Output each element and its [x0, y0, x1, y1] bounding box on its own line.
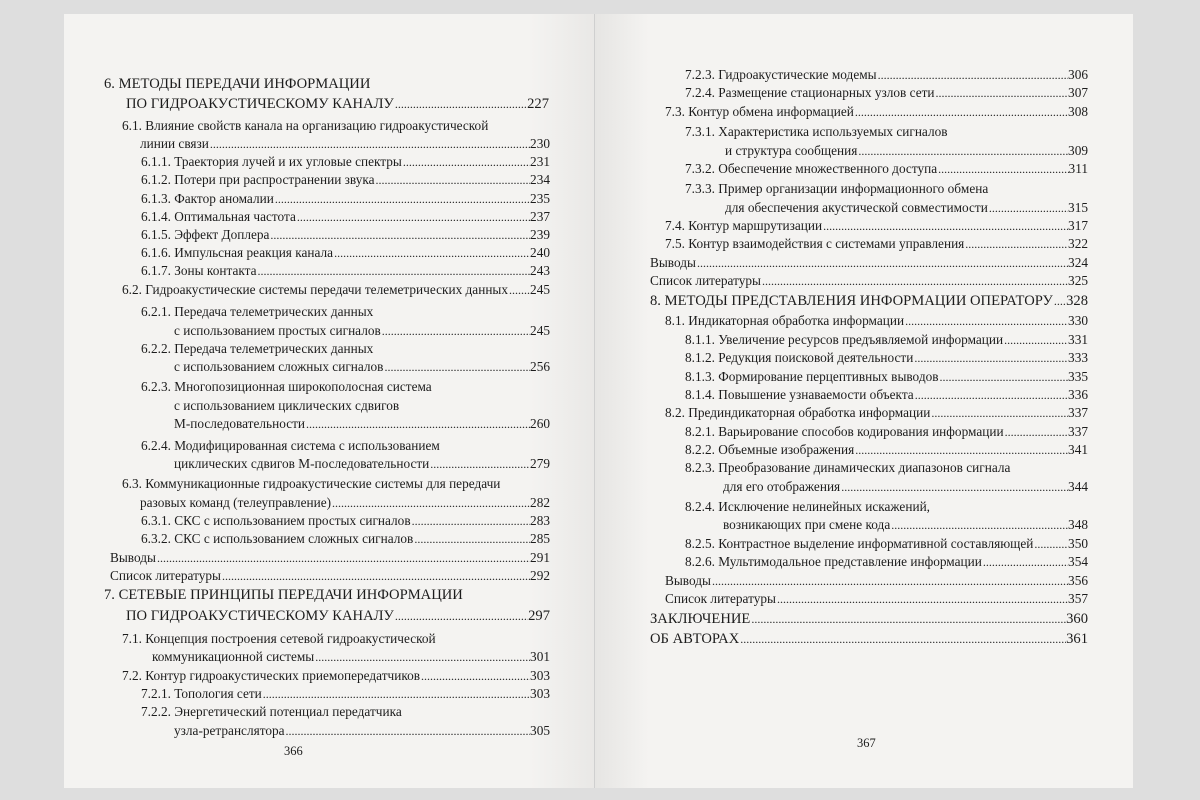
toc-entry: 7.2. Контур гидроакустических приемопередатчиков ..... 303: [122, 668, 550, 684]
toc-entry: 6.1.2. Потери при распространении звука ..... 234: [141, 172, 550, 188]
toc-entry: 7.3.2. Обеспечение множественного доступа ..... 311: [685, 161, 1088, 177]
toc-entry: линии связи ..... 230: [140, 136, 550, 152]
toc-entry: возникающих при смене кода ..... 348: [723, 517, 1088, 533]
toc-entry: для обеспечения акустической совместимости ..... 315: [725, 200, 1088, 216]
toc-entry: 6.1.1. Траектория лучей и их угловые спектры ..... 231: [141, 154, 550, 170]
toc-entry: Список литературы ..... 292: [110, 568, 550, 584]
toc-entry: 8.2.4. Исключение нелинейных искажений,: [685, 499, 931, 514]
toc-entry: 7.3.3. Пример организации информационного обмена: [685, 181, 989, 196]
toc-right: [595, 14, 1133, 788]
toc-entry: 6.1.6. Импульсная реакция канала ..... 240: [141, 245, 550, 261]
toc-entry: 7.2.3. Гидроакустические модемы ..... 306: [685, 67, 1088, 83]
page-number: 367: [857, 736, 876, 750]
toc-entry: 7.5. Контур взаимодействия с системами управления ..... 322: [665, 236, 1088, 252]
toc-entry: 7.3.1. Характеристика используемых сигналов: [685, 124, 948, 139]
left-page: [64, 14, 595, 788]
toc-entry: коммуникационной системы ..... 301: [152, 649, 550, 665]
toc-entry: 8.2.5. Контрастное выделение информативной составляющей ..... 350: [685, 536, 1088, 552]
toc-entry: 7.2.2. Энергетический потенциал передатчика: [141, 704, 402, 719]
toc-entry: 7.2.1. Топология сети ..... 303: [141, 686, 550, 702]
toc-entry: 8.1.3. Формирование перцептивных выводов ..... 335: [685, 369, 1088, 385]
toc-entry: Выводы ..... 324: [650, 255, 1088, 271]
toc-entry: 8.1.2. Редукция поисковой деятельности ..... 333: [685, 350, 1088, 366]
toc-entry: 7.4. Контур маршрутизации ..... 317: [665, 218, 1088, 234]
toc-entry: с использованием сложных сигналов ..... 256: [174, 359, 550, 375]
toc-entry: Список литературы ..... 325: [650, 273, 1088, 289]
toc-entry: 6.2.2. Передача телеметрических данных: [141, 341, 374, 356]
toc-entry: ЗАКЛЮЧЕНИЕ ..... 360: [650, 611, 1088, 627]
toc-entry: 8. МЕТОДЫ ПРЕДСТАВЛЕНИЯ ИНФОРМАЦИИ ОПЕРАТОРУ ..... 328: [650, 293, 1088, 309]
toc-entry: 6.1. Влияние свойств канала на организацию гидроакустической: [122, 118, 489, 133]
toc-entry: 7. СЕТЕВЫЕ ПРИНЦИПЫ ПЕРЕДАЧИ ИНФОРМАЦИИ: [104, 587, 463, 603]
toc-entry: 6.3.2. СКС с использованием сложных сигналов ..... 285: [141, 531, 550, 547]
toc-entry: 8.1. Индикаторная обработка информации ..... 330: [665, 313, 1088, 329]
toc-entry: 6.2. Гидроакустические системы передачи телеметрических данных ..... 245: [122, 282, 550, 298]
toc-entry: циклических сдвигов М-последовательности ..... 279: [174, 456, 550, 472]
toc-entry: Выводы ..... 291: [110, 550, 550, 566]
toc-entry: разовых команд (телеуправление) ..... 282: [140, 495, 550, 511]
toc-entry: Выводы ..... 356: [665, 573, 1088, 589]
toc-entry: 7.3. Контур обмена информацией ..... 308: [665, 104, 1088, 120]
toc-entry: для его отображения ..... 344: [723, 479, 1088, 495]
toc-entry: узла-ретранслятора ..... 305: [174, 723, 550, 739]
toc-entry: 6.2.4. Модифицированная система с использованием: [141, 438, 440, 453]
toc-entry: с использованием циклических сдвигов: [174, 398, 400, 413]
toc-entry: 8.2.3. Преобразование динамических диапазонов сигнала: [685, 460, 1011, 475]
page-number: 366: [284, 744, 303, 758]
toc-entry: 8.2. Прединдикаторная обработка информации ..... 337: [665, 405, 1088, 421]
right-page: [595, 14, 1133, 788]
toc-entry: 7.1. Концепция построения сетевой гидроакустической: [122, 631, 436, 646]
toc-entry: и структура сообщения ..... 309: [725, 143, 1088, 159]
toc-entry: 8.2.1. Варьирование способов кодирования информации ..... 337: [685, 424, 1088, 440]
toc-entry: М-последовательности ..... 260: [174, 416, 550, 432]
toc-entry: 6.2.1. Передача телеметрических данных: [141, 304, 374, 319]
toc-entry: 6.1.7. Зоны контакта ..... 243: [141, 263, 550, 279]
toc-entry: 6.3. Коммуникационные гидроакустические системы для передачи: [122, 476, 501, 491]
toc-entry: ПО ГИДРОАКУСТИЧЕСКОМУ КАНАЛУ ..... 227: [126, 96, 549, 112]
toc-left: [64, 14, 594, 788]
toc-entry: 8.1.4. Повышение узнаваемости объекта ..... 336: [685, 387, 1088, 403]
toc-entry: 8.2.2. Объемные изображения ..... 341: [685, 442, 1088, 458]
toc-entry: 6.1.3. Фактор аномалии ..... 235: [141, 191, 550, 207]
toc-entry: 7.2.4. Размещение стационарных узлов сети ..... 307: [685, 85, 1088, 101]
toc-entry: 6.1.5. Эффект Доплера ..... 239: [141, 227, 550, 243]
toc-entry: 8.1.1. Увеличение ресурсов предъявляемой информации ..... 331: [685, 332, 1088, 348]
toc-entry: ОБ АВТОРАХ ..... 361: [650, 631, 1088, 647]
toc-entry: 6.3.1. СКС с использованием простых сигналов ..... 283: [141, 513, 550, 529]
toc-entry: 6.2.3. Многопозиционная широкополосная система: [141, 379, 432, 394]
toc-entry: ПО ГИДРОАКУСТИЧЕСКОМУ КАНАЛУ ..... 297: [126, 608, 550, 624]
toc-entry: с использованием простых сигналов ..... 245: [174, 323, 550, 339]
toc-entry: 6.1.4. Оптимальная частота ..... 237: [141, 209, 550, 225]
toc-entry: Список литературы ..... 357: [665, 591, 1088, 607]
toc-entry: 8.2.6. Мультимодальное представление информации ..... 354: [685, 554, 1088, 570]
toc-entry: 6. МЕТОДЫ ПЕРЕДАЧИ ИНФОРМАЦИИ: [104, 76, 371, 92]
